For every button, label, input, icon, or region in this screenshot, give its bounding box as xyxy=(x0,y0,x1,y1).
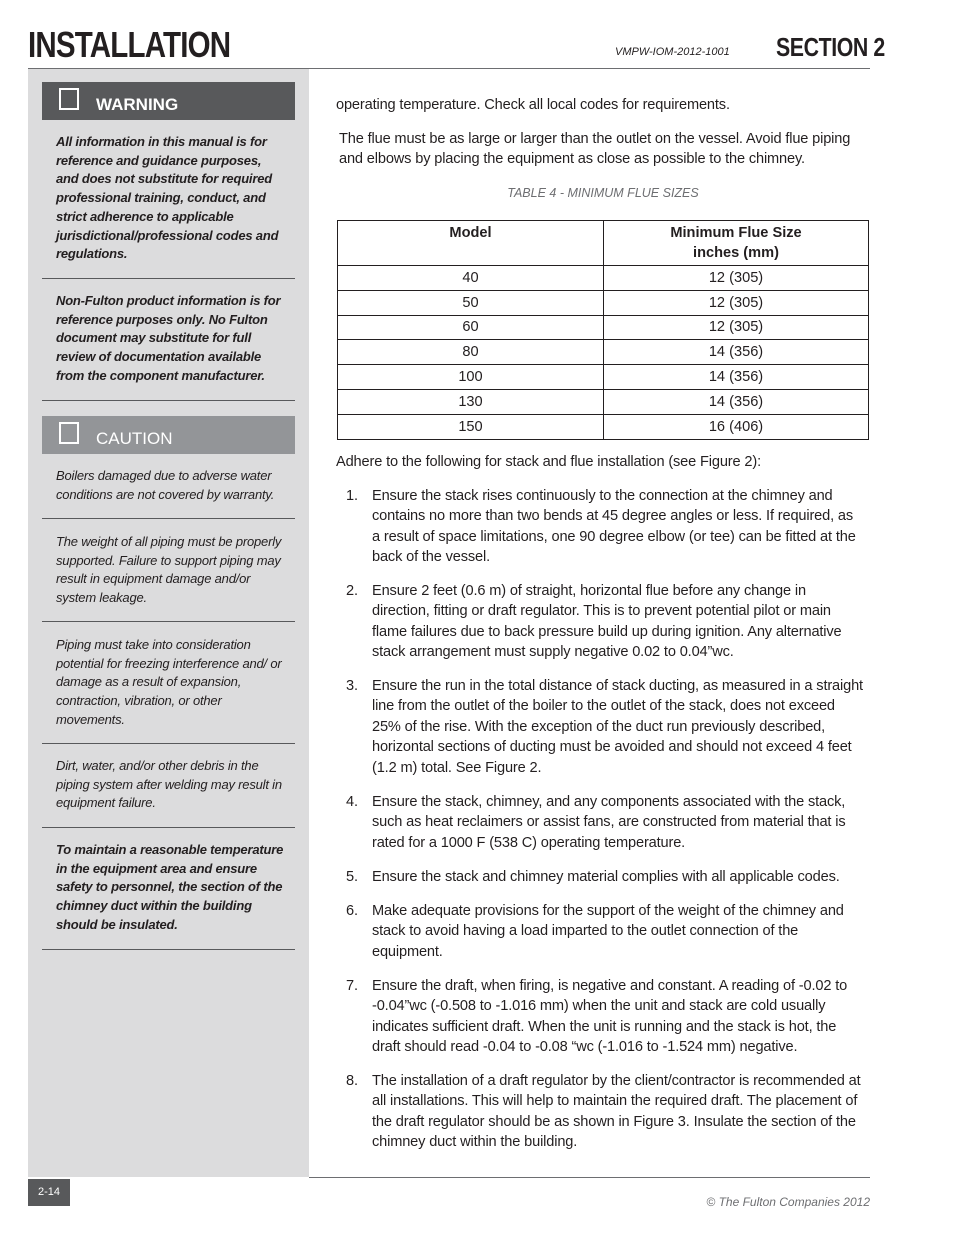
table-row xyxy=(338,365,869,390)
caution-text: The weight of all piping must be properly supported. Failure to support piping may result in equipment damage and/or system leakage. xyxy=(56,534,282,606)
list-text: The installation of a draft regulator by the client/contractor is recommended at all installations. This will help to maintain the required draft. The placement of the draft regulator should be as shown in Figure 3. Insulate the section of the chimney duct within the building. xyxy=(372,1073,861,1151)
table-row xyxy=(338,290,869,315)
list-number: 2. xyxy=(346,583,358,599)
cell-model: 40 xyxy=(338,266,604,291)
cell-model: 130 xyxy=(338,389,604,414)
list-text: Ensure the stack, chimney, and any components associated with the stack, such as heat reclaimers or assist fans, are constructed from material that is rated for a 1000 F (538 C) operating temperature. xyxy=(372,794,846,851)
cell-model: 80 xyxy=(338,340,604,365)
caution-text: Boilers damaged due to adverse water conditions are not covered by warranty. xyxy=(56,468,275,502)
caution-label: CAUTION xyxy=(96,429,173,448)
cell-model: 50 xyxy=(338,290,604,315)
sidebar-divider xyxy=(42,743,295,744)
page-title: INSTALLATION xyxy=(28,24,231,65)
cell-flue-size: 14 (356) xyxy=(604,389,869,414)
column-header-flue-size xyxy=(604,221,869,266)
table-row xyxy=(338,414,869,439)
cell-model: 150 xyxy=(338,414,604,439)
caution-header xyxy=(42,416,295,454)
caution-text: Dirt, water, and/or other debris in the piping system after welding may result in equipment failure. xyxy=(56,758,282,811)
caution-text: Piping must take into consideration potential for freezing interference and/ or damage as a result of expansion, contraction, vibration, or other movements. xyxy=(56,637,282,727)
list-text: Ensure 2 feet (0.6 m) of straight, horizontal flue before any change in direction, fitting or draft regulator. This is to prevent potential pilot or main flame failures due to back pressure build up during ignition. Any alternative stack arrangement must supply negative 0.02 to 0.04”wc. xyxy=(372,583,842,661)
caution-text: To maintain a reasonable temperature in the equipment area and ensure safety to personnel, the section of the chimney duct within the building should be insulated. xyxy=(56,842,284,932)
table-row xyxy=(338,389,869,414)
sidebar-divider xyxy=(42,949,295,950)
footer-divider xyxy=(309,1177,870,1178)
cell-flue-size: 16 (406) xyxy=(604,414,869,439)
sidebar-divider xyxy=(42,827,295,828)
list-text: Make adequate provisions for the support of the weight of the chimney and stack to avoid having a load imparted to the outlet connection of the equipment. xyxy=(372,903,844,960)
table-row xyxy=(338,266,869,291)
warning-text: Non-Fulton product information is for reference purposes only. No Fulton document may substitute for full review of documentation available from the component manufacturer. xyxy=(56,293,281,383)
table-row xyxy=(338,340,869,365)
cell-flue-size: 14 (356) xyxy=(604,340,869,365)
list-number: 5. xyxy=(346,869,358,885)
cell-flue-size: 12 (305) xyxy=(604,315,869,340)
sidebar-divider xyxy=(42,400,295,401)
sidebar-divider xyxy=(42,621,295,622)
copyright-text: © The Fulton Companies 2012 xyxy=(706,1195,870,1209)
table-header-row xyxy=(338,221,869,266)
cell-flue-size: 12 (305) xyxy=(604,266,869,291)
warning-label: WARNING xyxy=(96,95,179,114)
list-number: 3. xyxy=(346,678,358,694)
cell-flue-size: 14 (356) xyxy=(604,365,869,390)
warning-text: All information in this manual is for reference and guidance purposes, and does not substitute for required professional training, conduct, and strict adherence to applicable jurisdictional/professional codes and regulations. xyxy=(56,134,279,262)
list-text: Ensure the run in the total distance of stack ducting, as measured in a straight line from the outlet of the boiler to the outlet of the stack, does not exceed 25% of the rise. With the exception of the duct run previously described, horizontal sections of ducting must be avoided and should not exceed 4 feet (1.2 m) total. See Figure 2. xyxy=(372,678,863,776)
list-number: 7. xyxy=(346,978,358,994)
table-row xyxy=(338,315,869,340)
checkbox-icon xyxy=(59,422,79,444)
list-number: 8. xyxy=(346,1073,358,1089)
list-number: 6. xyxy=(346,903,358,919)
checkbox-icon xyxy=(59,88,79,110)
table-caption: TABLE 4 - MINIMUM FLUE SIZES xyxy=(507,186,699,200)
cell-flue-size: 12 (305) xyxy=(604,290,869,315)
warning-header xyxy=(42,82,295,120)
list-text: Ensure the draft, when firing, is negative and constant. A reading of -0.02 to -0.04”wc (-0.508 to -1.016 mm) when the unit and stack are cold usually indicates sufficient draft. When the unit is running and the stack is hot, the draft should read -0.04 to -0.08 “wc (-1.016 to -1.524 mm) negative. xyxy=(372,978,848,1056)
list-text: Ensure the stack and chimney material complies with all applicable codes. xyxy=(372,869,840,885)
list-number: 4. xyxy=(346,794,358,810)
document-number: VMPW-IOM-2012-1001 xyxy=(615,46,730,58)
cell-model: 60 xyxy=(338,315,604,340)
cell-model: 100 xyxy=(338,365,604,390)
list-text: Ensure the stack rises continuously to the connection at the chimney and contains no more than two bends at 45 degree angles or less. If required, as a result of space limitations, one 90 degree elbow (or tee) can be fitted at the back of the vessel. xyxy=(372,488,856,566)
paragraph: The flue must be as large or larger than the outlet on the vessel. Avoid flue piping and elbows by placing the equipment as close as possible to the chimney. xyxy=(339,131,851,168)
paragraph: operating temperature. Check all local codes for requirements. xyxy=(336,97,730,113)
page-number: 2-14 xyxy=(28,1179,70,1206)
sidebar-divider xyxy=(42,278,295,279)
list-number: 1. xyxy=(346,488,358,504)
sidebar-divider xyxy=(42,518,295,519)
column-header-line: Minimum Flue Size xyxy=(670,225,802,241)
column-header-model: Model xyxy=(338,221,604,266)
section-label: SECTION 2 xyxy=(776,32,885,62)
column-header-line: inches (mm) xyxy=(693,245,779,262)
list-intro: Adhere to the following for stack and flue installation (see Figure 2): xyxy=(336,454,761,470)
flue-size-table xyxy=(337,220,869,440)
